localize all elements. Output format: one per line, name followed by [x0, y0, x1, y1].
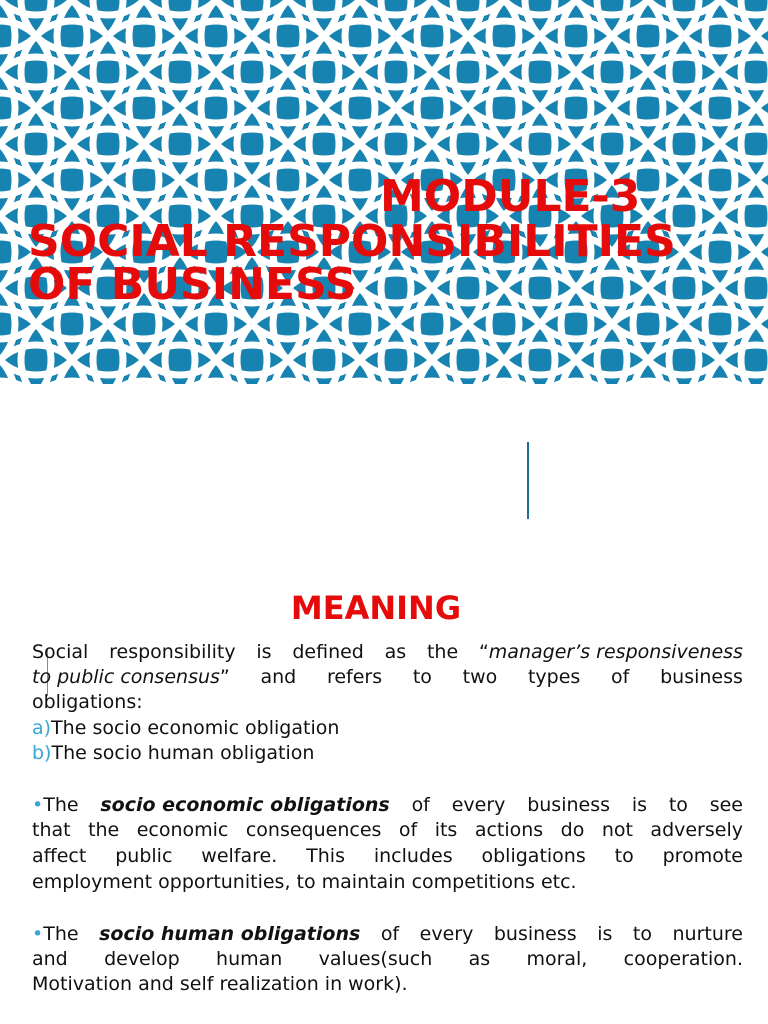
bullet-icon: • [32, 923, 44, 945]
para1-line-4: employment opportunities, to maintain competitions etc. [32, 871, 577, 893]
title-line-1: MODULE-3 [380, 171, 641, 222]
bullet-icon: • [32, 794, 44, 816]
title-line-2: SOCIAL RESPONSIBILITIES [28, 216, 676, 267]
quoted-phrase: manager’s responsiveness [488, 641, 743, 663]
para1-term: socio economic obligations [100, 794, 390, 816]
intro-line-3: obligations: [32, 691, 143, 713]
vertical-divider-line [527, 442, 529, 519]
para1-line-1: •The socio economic obligations of every business is to see [32, 794, 743, 816]
para2-line-3: Motivation and self realization in work). [32, 973, 408, 995]
title-line-3: OF BUSINESS [28, 259, 357, 310]
para2-line-1: •The socio human obligations of every business is to nurture [32, 923, 743, 945]
list-item-b: b)The socio human obligation [32, 742, 315, 764]
meaning-heading: MEANING [290, 589, 462, 627]
title-slide-banner [0, 0, 768, 384]
para2-line-2: and develop human values(such as moral, cooperation. [32, 948, 743, 970]
list-marker: a) [32, 717, 52, 739]
list-item-a: a)The socio economic obligation [32, 717, 340, 739]
quoted-phrase-end: to public consensus [32, 666, 220, 688]
para1-line-3: affect public welfare. This includes obligations to promote [32, 845, 743, 867]
list-marker: b) [32, 742, 52, 764]
intro-line-1: Social responsibility is defined as the “manager’s responsiveness [32, 641, 743, 663]
para1-line-2: that the economic consequences of its actions do not adversely [32, 819, 743, 841]
intro-line-2: to public consensus” and refers to two types of business [32, 666, 743, 688]
para2-term: socio human obligations [99, 923, 361, 945]
